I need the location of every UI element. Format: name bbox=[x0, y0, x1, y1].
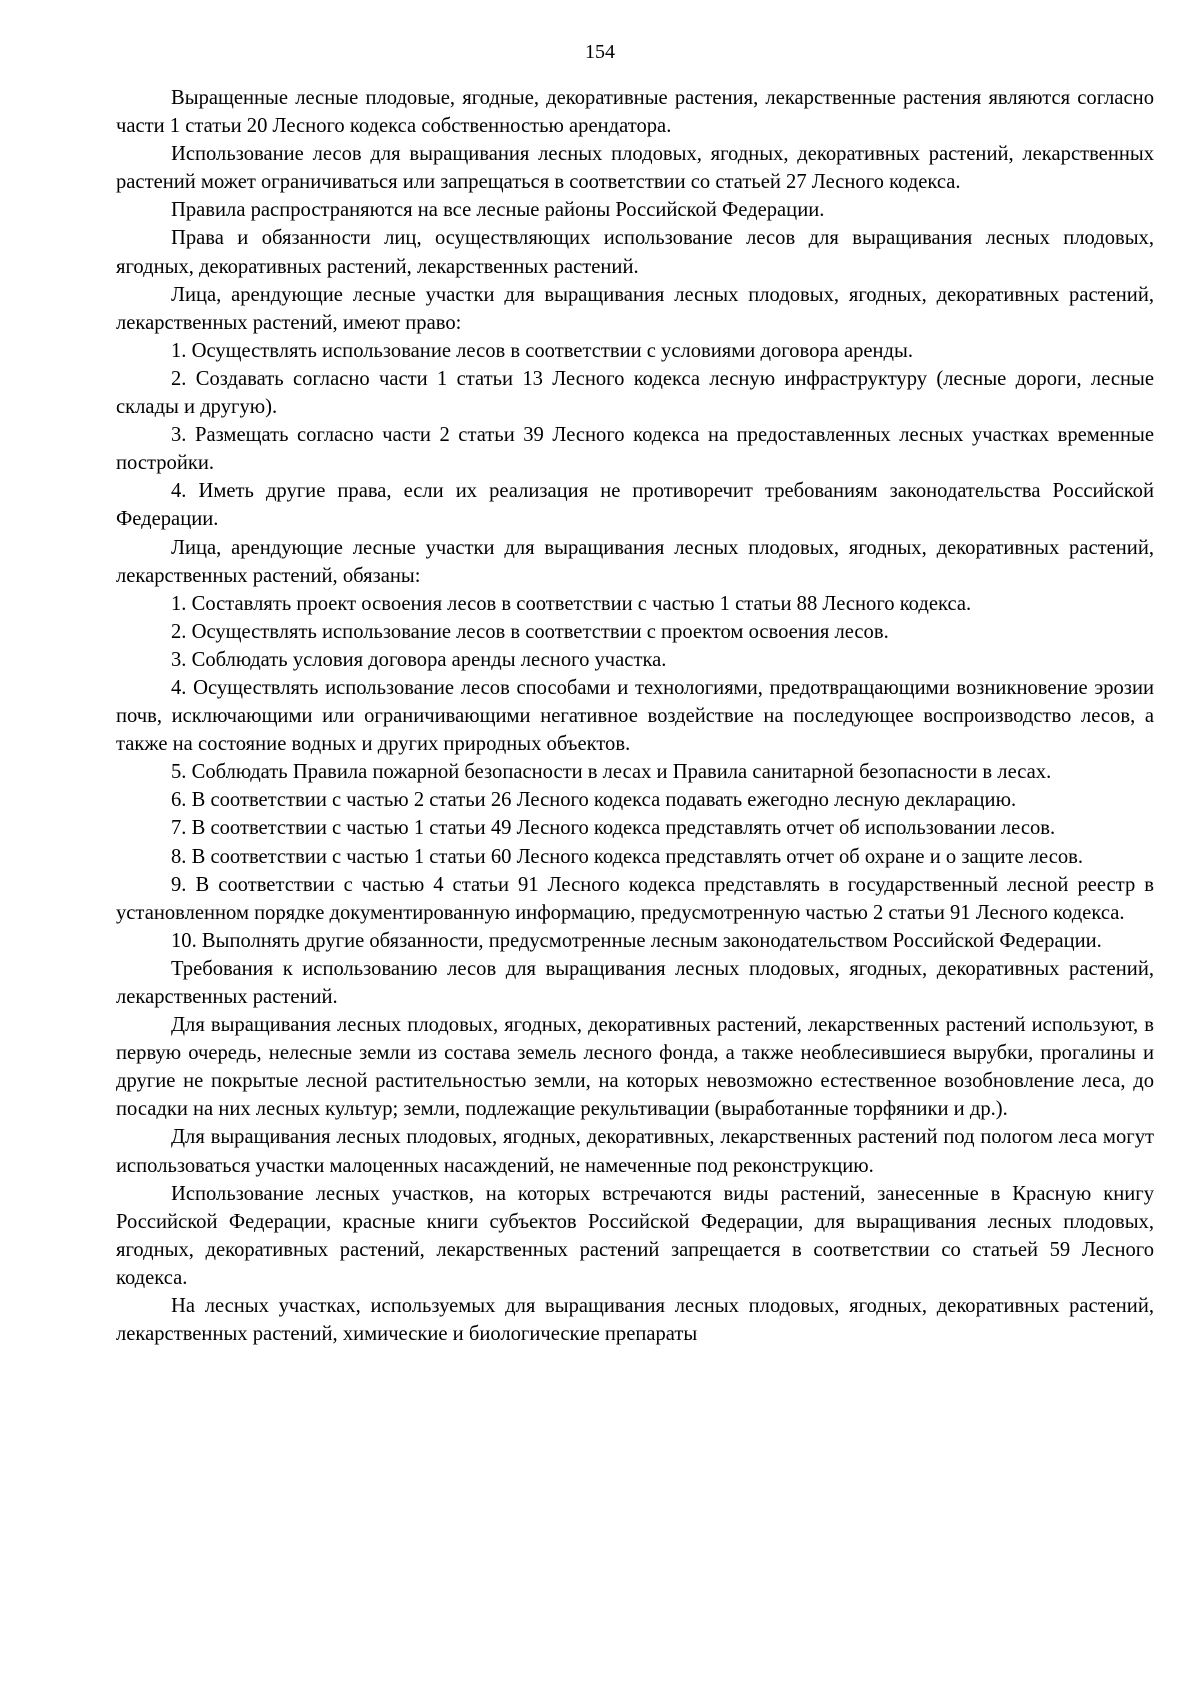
list-item: 10. Выполнять другие обязанности, предусмотренные лесным законодательством Российской Федерации. bbox=[171, 929, 1102, 952]
list-item: 7. В соответствии с частью 1 статьи 49 Лесного кодекса представлять отчет об использовании лесов. bbox=[171, 817, 1056, 840]
page-number: 154 bbox=[585, 41, 615, 63]
list-item: 2. Создавать согласно части 1 статьи 13 Лесного кодекса лесную инфраструктуру (лесные дороги, лесные склады и другую). bbox=[116, 367, 1154, 419]
list-item: 4. Осуществлять использование лесов способами и технологиями, предотвращающими возникновение эрозии почв, исключающими или ограничивающими негативное воздействие на последующее воспроизводство лесов, а также на состояние водных и других природных объектов. bbox=[116, 676, 1154, 756]
paragraph: Для выращивания лесных плодовых, ягодных, декоративных, лекарственных растений под пологом леса могут использоваться участки малоценных насаждений, не намеченные под реконструкцию. bbox=[116, 1126, 1154, 1177]
list-item: 9. В соответствии с частью 4 статьи 91 Лесного кодекса представлять в государственный лесной реестр в установленном порядке документированную информацию, предусмотренную частью 2 статьи 91 Лесного кодекса. bbox=[116, 873, 1154, 924]
list-item: 6. В соответствии с частью 2 статьи 26 Лесного кодекса подавать ежегодно лесную декларацию. bbox=[171, 789, 1017, 812]
list-item: 3. Размещать согласно части 2 статьи 39 Лесного кодекса на предоставленных лесных участках временные постройки. bbox=[116, 424, 1154, 475]
paragraph: Выращенные лесные плодовые, ягодные, декоративные растения, лекарственные растения являются согласно части 1 статьи 20 Лесного кодекса собственностью арендатора. bbox=[116, 87, 1154, 138]
paragraph: Лица, арендующие лесные участки для выращивания лесных плодовых, ягодных, декоративных растений, лекарственных растений, имеют право: bbox=[116, 283, 1154, 334]
list-item: 1. Осуществлять использование лесов в соответствии с условиями договора аренды. bbox=[171, 339, 914, 362]
paragraph: Правила распространяются на все лесные районы Российской Федерации. bbox=[171, 199, 825, 222]
paragraph: Использование лесов для выращивания лесных плодовых, ягодных, декоративных растений, лекарственных растений может ограничиваться или запрещаться в соответствии со статьей 27 Лесного кодекса. bbox=[116, 143, 1154, 194]
paragraph: На лесных участках, используемых для выращивания лесных плодовых, ягодных, декоративных растений, лекарственных растений, химические и биологические препараты bbox=[116, 1295, 1154, 1346]
paragraph: Лица, арендующие лесные участки для выращивания лесных плодовых, ягодных, декоративных растений, лекарственных растений, обязаны: bbox=[116, 536, 1154, 587]
list-item: 1. Составлять проект освоения лесов в соответствии с частью 1 статьи 88 Лесного кодекса. bbox=[171, 592, 972, 615]
list-item: 2. Осуществлять использование лесов в соответствии с проектом освоения лесов. bbox=[171, 620, 889, 643]
paragraph: Использование лесных участков, на которых встречаются виды растений, занесенные в Красную книгу Российской Федерации, красные книги субъектов Российской Федерации, для выращивания лесных плодовых, ягодных, декоративных растений, лекарственных растений запрещается в соответствии со статьей 59 Лесного кодекса. bbox=[116, 1182, 1154, 1289]
list-item: 4. Иметь другие права, если их реализация не противоречит требованиям законодательства Российской Федерации. bbox=[116, 480, 1154, 531]
paragraph: Для выращивания лесных плодовых, ягодных, декоративных растений, лекарственных растений используют, в первую очередь, нелесные земли из состава земель лесного фонда, а также необлесившиеся вырубки, прогалины и другие не покрытые лесной растительностью земли, на которых невозможно естественное возобновление леса, до посадки на них лесных культур; земли, подлежащие рекультивации (выработанные торфяники и др.). bbox=[116, 1014, 1154, 1121]
paragraph: Требования к использованию лесов для выращивания лесных плодовых, ягодных, декоративных растений, лекарственных растений. bbox=[116, 957, 1154, 1008]
document-body bbox=[116, 84, 1154, 1348]
list-item: 3. Соблюдать условия договора аренды лесного участка. bbox=[171, 648, 667, 671]
list-item: 8. В соответствии с частью 1 статьи 60 Лесного кодекса представлять отчет об охране и о защите лесов. bbox=[171, 845, 1084, 868]
list-item: 5. Соблюдать Правила пожарной безопасности в лесах и Правила санитарной безопасности в лесах. bbox=[171, 761, 1052, 784]
paragraph: Права и обязанности лиц, осуществляющих использование лесов для выращивания лесных плодовых, ягодных, декоративных растений, лекарственных растений. bbox=[116, 227, 1154, 278]
